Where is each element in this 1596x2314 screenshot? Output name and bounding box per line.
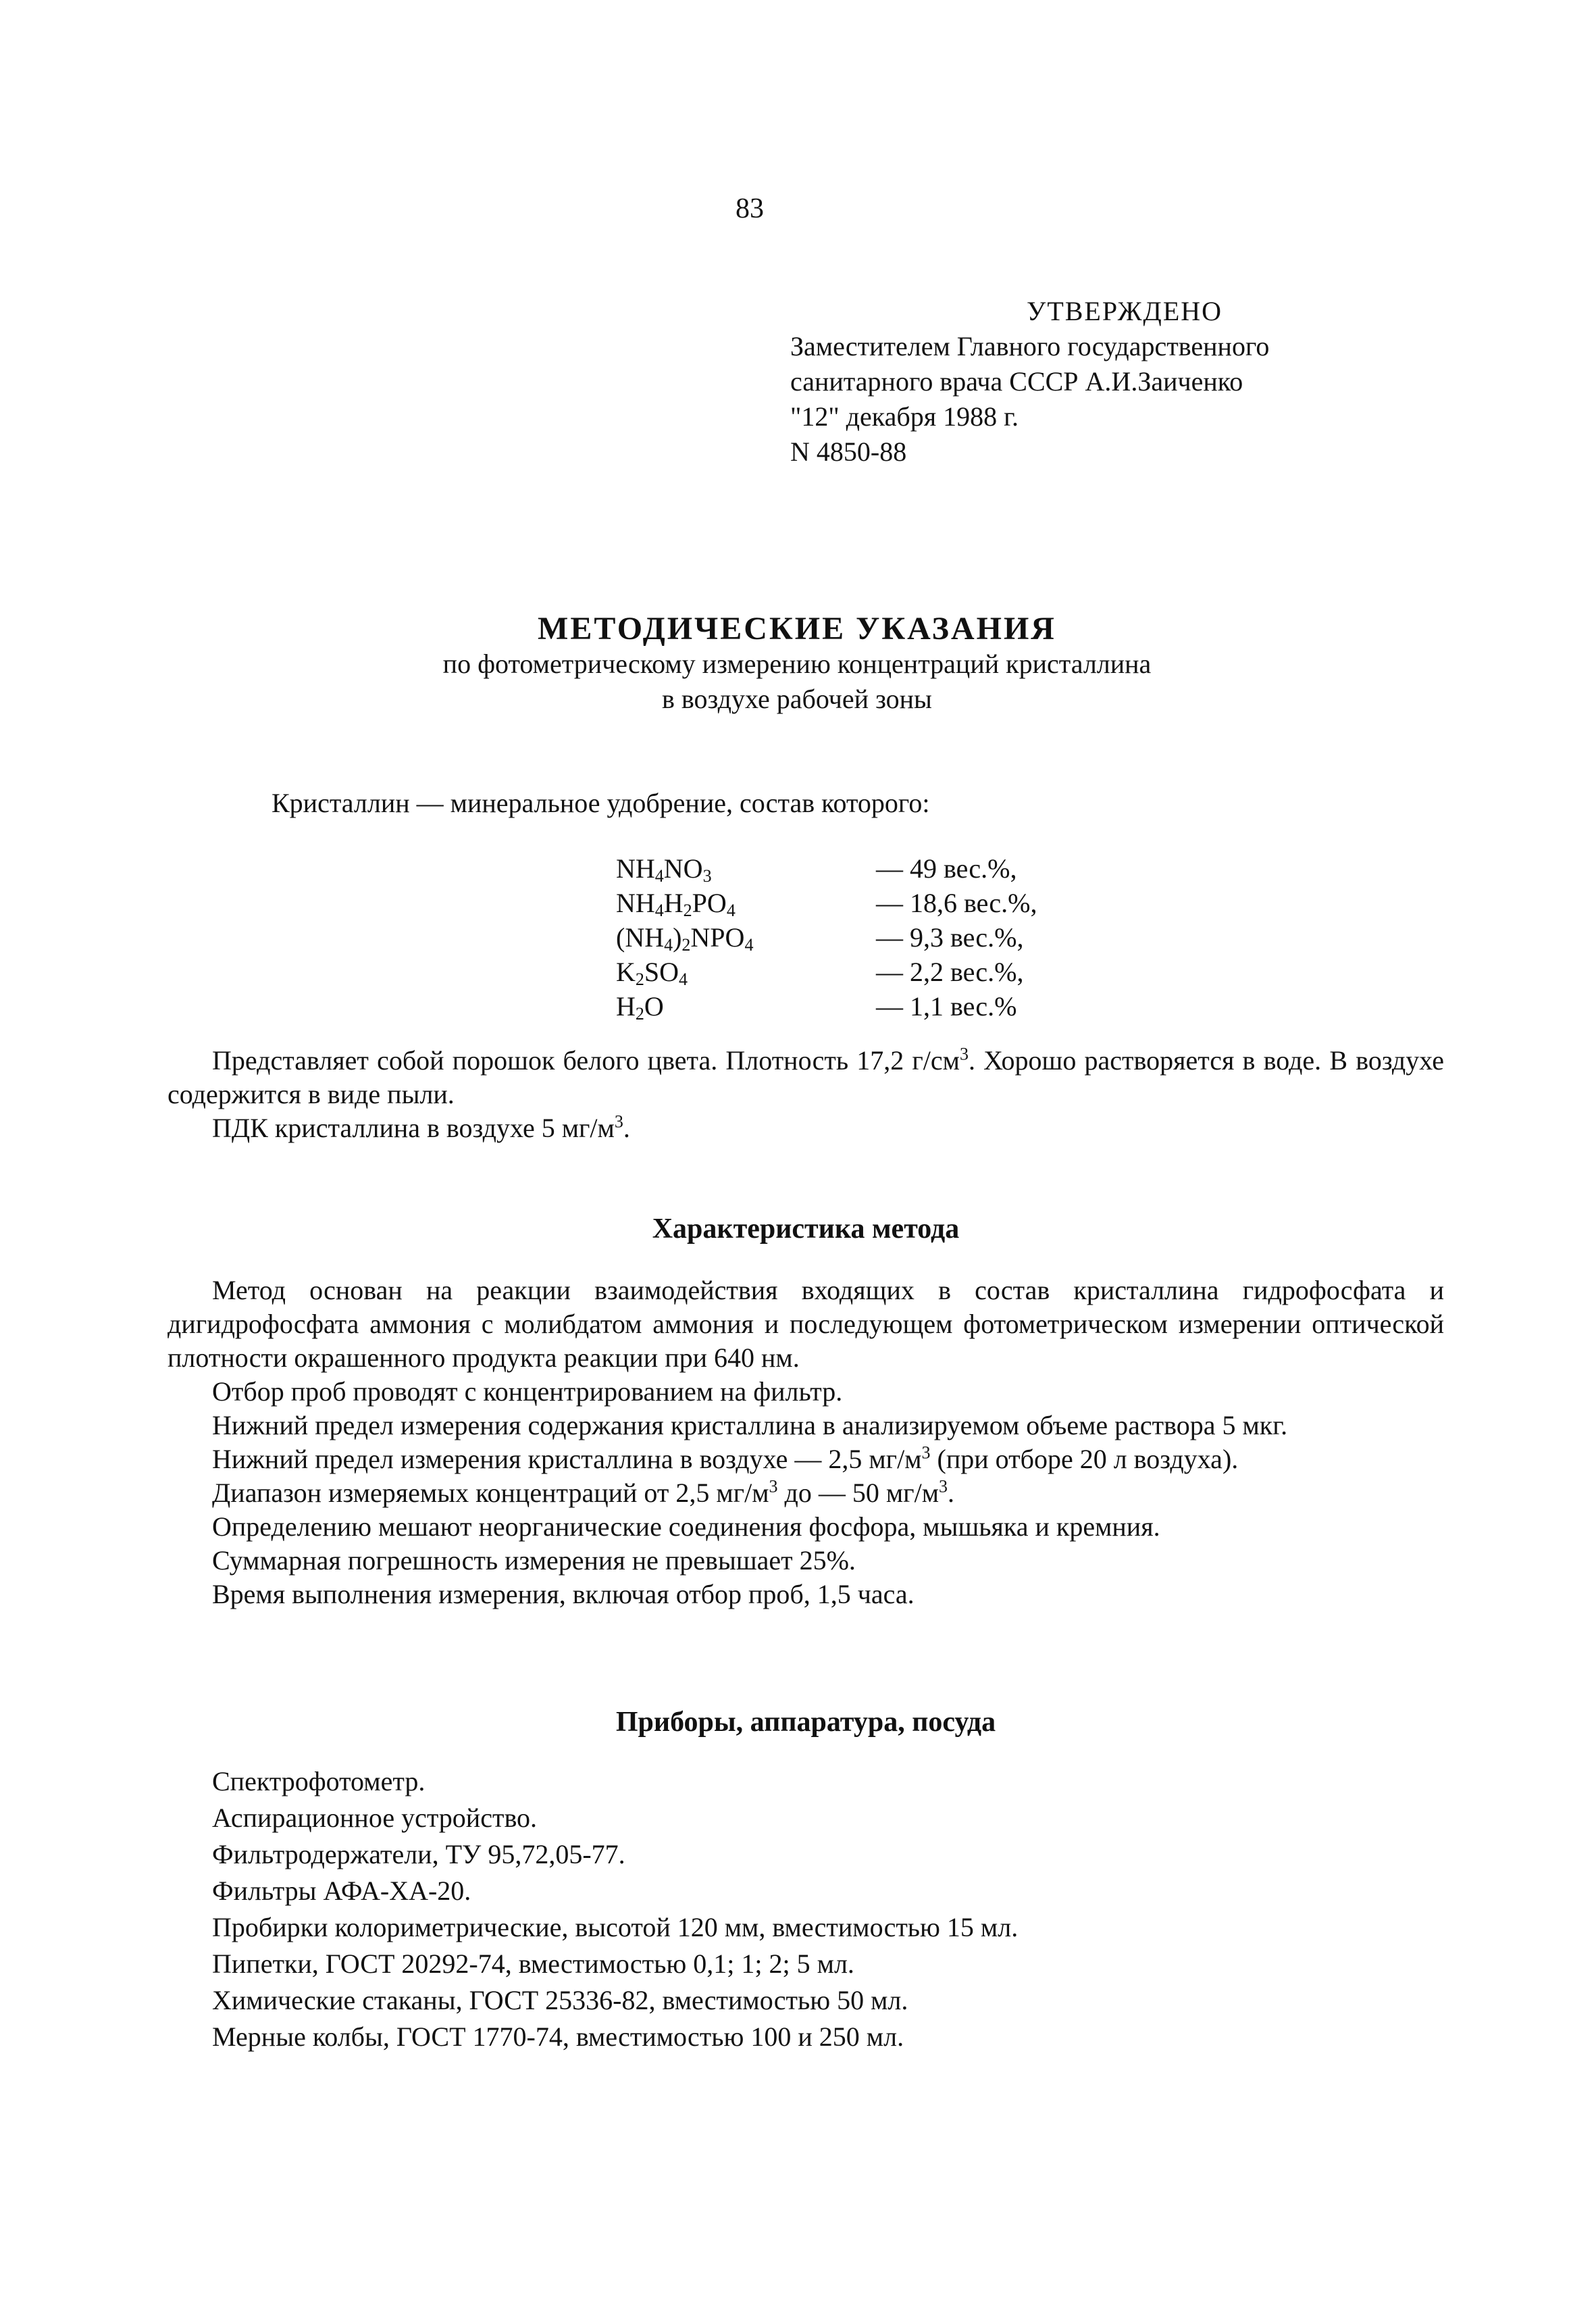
list-item: Фильтродержатели, ТУ 95,72,05-77.	[212, 1839, 625, 1869]
composition-row	[616, 990, 1037, 1025]
method-section	[168, 1274, 1444, 1611]
method-paragraph: Метод основан на реакции взаимодействия входящих в состав кристаллина гидрофосфата и дигидрофосфата аммония с молибдатом аммония и последующем фотометрическом измерении оптической плотности окрашенного продукта реакции при 640 нм.	[168, 1275, 1444, 1373]
weight-percent: — 49 вес.%,	[876, 853, 1017, 884]
weight-percent: — 18,6 вес.%,	[876, 888, 1037, 918]
approval-number: N 4850-88	[790, 436, 907, 467]
list-item: Мерные колбы, ГОСТ 1770-74, вместимостью 100 и 250 мл.	[212, 2021, 904, 2052]
composition-row	[616, 956, 1037, 990]
chemical-formula: $NH_4NO_3$	[616, 853, 712, 886]
document-title	[203, 611, 1391, 717]
pdk-text: ПДК кристаллина в воздухе 5 $мг/м^3$.	[212, 1111, 630, 1143]
chemical-formula: $K_2SO_4$	[616, 957, 688, 989]
list-item: Спектрофотометр.	[212, 1766, 426, 1796]
composition-row	[616, 853, 1037, 887]
list-item: Фильтры АФА-ХА-20.	[212, 1876, 471, 1906]
composition-row	[616, 922, 1037, 956]
list-item: Пипетки, ГОСТ 20292-74, вместимостью 0,1; 1; 2; 5 мл.	[212, 1948, 854, 1979]
method-paragraph: Определению мешают неорганические соединения фосфора, мышьяка и кремния.	[212, 1511, 1160, 1542]
approval-line: "12" декабря 1988 г.	[790, 401, 1019, 432]
description-paragraph	[168, 1044, 1444, 1145]
list-item: Пробирки колориметрические, высотой 120 мм, вместимостью 15 мл.	[212, 1912, 1019, 1942]
chemical-formula: $NH_4H_2PO_4$	[616, 888, 736, 920]
intro-text: Кристаллин — минеральное удобрение, состав которого:	[272, 788, 930, 818]
description-text: Представляет собой порошок белого цвета. Плотность 17,2 $г/см^3$. Хорошо растворяется в воде. В воздухе содержится в виде пыли.	[168, 1044, 1445, 1109]
equipment-heading: Приборы, аппаратура, посуда	[615, 1707, 996, 1738]
method-paragraph: Нижний предел измерения кристаллина в воздухе — 2,5 $мг/м^3$ (при отборе 20 л воздуха).	[212, 1442, 1239, 1474]
weight-percent: — 2,2 вес.%,	[876, 957, 1024, 987]
chemical-formula: $(NH_4)_2NPO_4$	[616, 922, 754, 955]
approval-block	[790, 294, 1398, 470]
method-paragraph: Нижний предел измерения содержания кристаллина в анализируемом объеме раствора 5 мкг.	[212, 1410, 1288, 1440]
method-paragraph: Отбор проб проводят с концентрированием на фильтр.	[212, 1376, 843, 1407]
composition-table	[616, 853, 1037, 1025]
title-subtitle: в воздухе рабочей зоны	[662, 684, 932, 714]
title-subtitle: по фотометрическому измерению концентраций кристаллина	[442, 649, 1152, 679]
approval-heading: УТВЕРЖДЕНО	[1027, 296, 1223, 326]
title-main: МЕТОДИЧЕСКИЕ УКАЗАНИЯ	[538, 611, 1056, 647]
list-item: Химические стаканы, ГОСТ 25336-82, вместимостью 50 мл.	[212, 1985, 908, 2015]
composition-row	[616, 887, 1037, 922]
method-paragraph: Время выполнения измерения, включая отбор проб, 1,5 часа.	[212, 1579, 915, 1609]
equipment-list	[212, 1763, 1018, 2055]
weight-percent: — 9,3 вес.%,	[876, 922, 1024, 953]
page-number: 83	[736, 193, 764, 224]
chemical-formula: $H_2O$	[616, 991, 664, 1024]
method-paragraph: Диапазон измеряемых концентраций от 2,5 $мг/м^3$ до — 50 $мг/м^3$.	[212, 1476, 955, 1508]
method-heading: Характеристика метода	[652, 1213, 960, 1244]
approval-line: санитарного врача СССР А.И.Заиченко	[790, 366, 1243, 397]
method-paragraph: Суммарная погрешность измерения не превышает 25%.	[212, 1545, 856, 1576]
weight-percent: — 1,1 вес.%	[876, 991, 1017, 1022]
approval-line: Заместителем Главного государственного	[790, 331, 1270, 361]
list-item: Аспирационное устройство.	[212, 1803, 538, 1833]
